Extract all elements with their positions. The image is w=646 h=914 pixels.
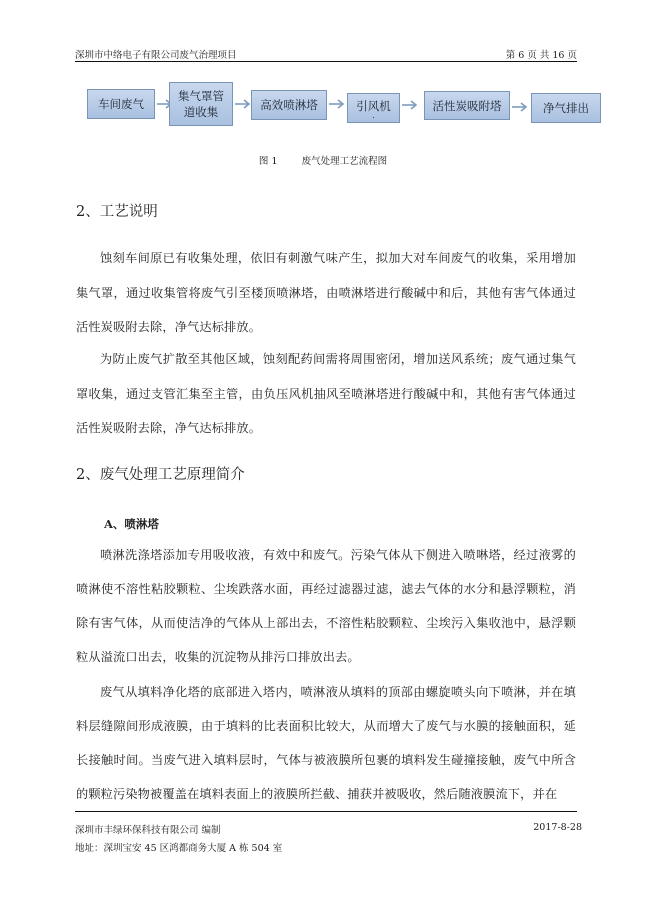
paragraph: 废气从填料净化塔的底部进入塔内，喷淋液从填料的顶部由螺旋喷头向下喷淋，并在填料层缝隙间形成液膜，由于填料的比表面积比较大，从而增大了废气与水膜的接触面积，延长接触时间。当废气进入填料层时，气体与被液膜所包裹的填料发生碰撞接触，废气中所含的颗粒污染物被覆盖在填料表面上的液膜所拦截、捕获并被吸收，然后随液膜流下，并在 [76, 685, 576, 801]
header-project-title: 深圳市中络电子有限公司废气治理项目 [75, 50, 237, 61]
flow-step-induced-fan [347, 93, 400, 123]
flow-step-activated-carbon-tower [424, 91, 510, 120]
flow-step-label-line2: 道收集 [183, 105, 219, 119]
flow-arrow-icon [329, 99, 345, 109]
flow-step-label: 活性炭吸附塔 [432, 98, 502, 113]
paragraph: 为防止废气扩散至其他区域，蚀刻配药间需将周围密闭，增加送风系统；废气通过集气罩收集，通过支管汇集至主管，由负压风机抽风至喷淋塔进行酸碱中和，其他有害气体通过活性炭吸附去除，净气达标排放。 [76, 352, 576, 435]
process-flowchart [80, 80, 610, 132]
flow-step-label-line1: 集气罩管 [178, 89, 224, 103]
flow-step-spray-tower [251, 90, 327, 120]
footer-address: 地址：深圳宝安 45 区鸿都商务大厦 A 栋 504 室 [75, 843, 283, 854]
paragraph: 蚀刻车间原已有收集处理，依旧有刺激气味产生，拟加大对车间废气的收集，采用增加集气罩，通过收集管将废气引至楼顶喷淋塔，由喷淋塔进行酸碱中和后，其他有害气体通过活性炭吸附去除，净气达标排放。 [76, 251, 576, 334]
footer-company: 深圳市丰绿环保科技有限公司 编制 [75, 825, 221, 836]
figure-title: 废气处理工艺流程图 [301, 156, 388, 167]
flow-arrow-icon [512, 102, 528, 112]
figure-caption [0, 153, 646, 167]
flow-step-label: 引风机 [356, 99, 391, 113]
section-heading-principle: 2、废气处理工艺原理简介 [76, 467, 245, 483]
flow-step-label: 车间废气 [98, 97, 144, 111]
figure-label: 图 1 [258, 156, 278, 167]
flow-step-label: 净气排出 [543, 101, 589, 115]
flow-step-label: 高效喷淋塔 [260, 98, 318, 112]
flow-step-mark: . [372, 111, 375, 120]
footer-date: 2017-8-28 [533, 822, 582, 833]
flow-arrow-icon [402, 100, 418, 110]
flow-step-hood-duct [169, 82, 233, 126]
sub-heading-spray-tower: A、喷淋塔 [104, 517, 159, 531]
flow-arrow-icon [235, 99, 251, 109]
flow-step-workshop-exhaust [87, 89, 155, 119]
paragraph: 喷淋洗涤塔添加专用吸收液，有效中和废气。污染气体从下侧进入喷啉塔，经过液雾的喷淋使不溶性粘胶颗粒、尘埃跌落水面，再经过滤器过滤，滤去气体的水分和悬浮颗粒，消除有害气体，从而使洁净的气体从上部出去，不溶性粘胶颗粒、尘埃污入集收池中，悬浮颗粒从溢流口出去，收集的沉淀物从排污口排放出去。 [76, 548, 576, 664]
page-footer [75, 811, 582, 854]
header-page-info: 第 6 页 共 16 页 [505, 50, 577, 61]
section-heading-process-description: 2、工艺说明 [76, 204, 158, 220]
flow-step-clean-air-discharge [531, 93, 601, 123]
page-header [75, 44, 577, 62]
